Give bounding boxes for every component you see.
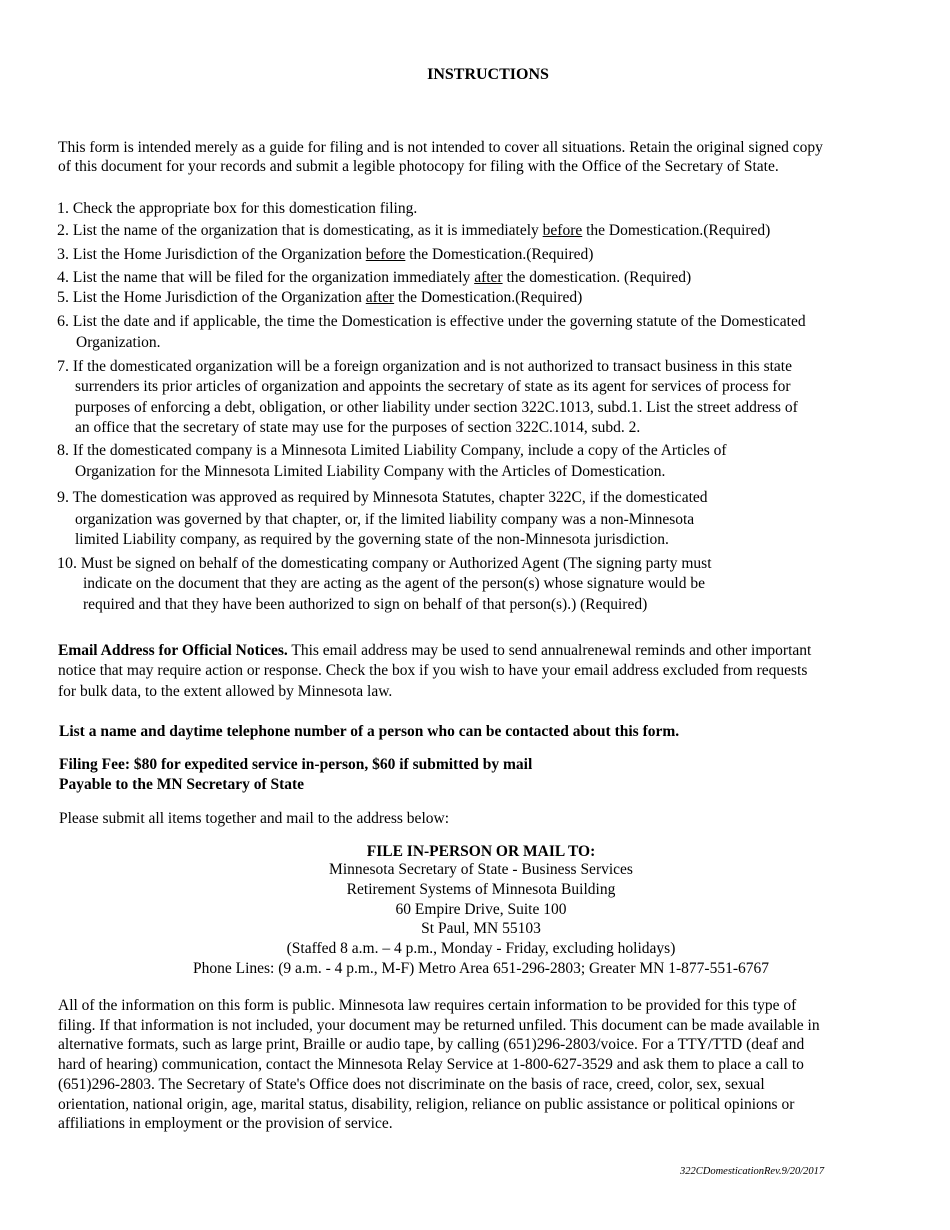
instruction-item-1 [57, 199, 417, 219]
address-heading: FILE IN-PERSON OR MAIL TO: [366, 843, 596, 860]
item-number: 3. [57, 246, 69, 263]
item-text: Must be signed on behalf of the domesticating company or Authorized Agent (The signing party must [80, 555, 712, 572]
item-text: List the date and if applicable, the time the Domestication is effective under the governing statute of the Domesticated [72, 313, 806, 330]
instruction-item-9 [57, 488, 708, 508]
instruction-item-10-cont-1: indicate on the document that they are acting as the agent of the person(s) whose signature would be [83, 575, 705, 592]
instruction-item-7 [57, 357, 792, 377]
address-line-4: St Paul, MN 55103 [421, 920, 541, 937]
public-info-line-5: (651)296-2803. The Secretary of State's Office does not discriminate on the basis of race, creed, color, sex, sexual [58, 1076, 765, 1093]
address-line-3: 60 Empire Drive, Suite 100 [395, 901, 567, 918]
address-line-1: Minnesota Secretary of State - Business Services [329, 861, 633, 878]
item-emphasis: after [365, 289, 395, 306]
item-number: 9. [57, 489, 69, 506]
item-text: List the Home Jurisdiction of the Organization [72, 246, 366, 263]
instruction-item-4 [57, 268, 691, 288]
item-text: Check the appropriate box for this domestication filing. [72, 200, 418, 217]
instruction-item-5 [57, 288, 582, 308]
item-text: The domestication was approved as required by Minnesota Statutes, chapter 322C, if the domesticated [72, 489, 708, 506]
public-info-line-6: orientation, national origin, age, marital status, disability, religion, reliance on public assistance or political opinions or [58, 1096, 795, 1113]
instruction-item-10 [57, 554, 712, 574]
instruction-item-6-cont: Organization. [76, 334, 161, 351]
email-notice-heading: Email Address for Official Notices. [58, 642, 288, 659]
instruction-item-7-cont-3: an office that the secretary of state may use for the purposes of section 322C.1014, subd. 2. [75, 419, 641, 436]
item-text: If the domesticated company is a Minnesota Limited Liability Company, include a copy of the Articles of [72, 442, 727, 459]
item-text-end: the Domestication.(Required) [394, 289, 583, 306]
instruction-item-6 [57, 312, 806, 332]
item-number: 4. [57, 269, 69, 286]
public-info-line-2: filing. If that information is not included, your document may be returned unfiled. This document can be made available in [58, 1017, 820, 1034]
item-text-end: the Domestication.(Required) [582, 222, 771, 239]
item-number: 2. [57, 222, 69, 239]
email-notice-line-2: notice that may require action or response. Check the box if you wish to have your email address excluded from requests [58, 662, 808, 679]
phone-lines: Phone Lines: (9 a.m. - 4 p.m., M-F) Metro Area 651-296-2803; Greater MN 1-877-551-6767 [193, 960, 769, 977]
instruction-item-7-cont-2: purposes of enforcing a debt, obligation, or other liability under section 322C.1013, subd.1. List the street address of [75, 399, 798, 416]
email-notice-text: This email address may be used to send annualrenewal reminds and other important [287, 642, 812, 659]
public-info-line-4: hard of hearing) communication, contact the Minnesota Relay Service at 1-800-627-3529 and ask them to place a call to [58, 1056, 804, 1073]
intro-line-1: This form is intended merely as a guide for filing and is not intended to cover all situations. Retain the original signed copy [58, 139, 823, 156]
item-number: 1. [57, 200, 69, 217]
public-info-line-1: All of the information on this form is public. Minnesota law requires certain information to be provided for this type of [58, 997, 797, 1014]
instruction-item-3 [57, 245, 593, 265]
contact-instruction: List a name and daytime telephone number of a person who can be contacted about this form. [59, 723, 680, 740]
item-number: 5. [57, 289, 69, 306]
intro-line-2: of this document for your records and submit a legible photocopy for filing with the Office of the Secretary of State. [58, 158, 779, 175]
public-info-line-3: alternative formats, such as large print, Braille or audio tape, by calling (651)296-2803/voice. For a TTY/TTD (deaf and [58, 1036, 805, 1053]
item-emphasis: before [542, 222, 583, 239]
item-text: List the name of the organization that is domesticating, as it is immediately [72, 222, 543, 239]
address-line-2: Retirement Systems of Minnesota Building [346, 881, 616, 898]
email-notice-line-3: for bulk data, to the extent allowed by Minnesota law. [58, 683, 393, 700]
item-text-end: the domestication. (Required) [502, 269, 692, 286]
instruction-item-7-cont-1: surrenders its prior articles of organization and appoints the secretary of state as its agent for services of process for [75, 378, 791, 395]
email-notice-line-1 [58, 641, 811, 661]
item-text-end: the Domestication.(Required) [405, 246, 594, 263]
page-title: INSTRUCTIONS [427, 66, 549, 83]
item-text: If the domesticated organization will be a foreign organization and is not authorized to transact business in this state [72, 358, 792, 375]
public-info-line-7: affiliations in employment or the provision of service. [58, 1115, 393, 1132]
instruction-item-9-cont-2: limited Liability company, as required by the governing state of the non-Minnesota jurisdiction. [75, 531, 669, 548]
payable-to: Payable to the MN Secretary of State [59, 776, 305, 793]
item-number: 7. [57, 358, 69, 375]
item-text: List the Home Jurisdiction of the Organization [72, 289, 366, 306]
item-number: 6. [57, 313, 69, 330]
instruction-item-2 [57, 221, 770, 241]
form-revision-code: 322CDomesticationRev.9/20/2017 [680, 1166, 825, 1177]
item-number: 8. [57, 442, 69, 459]
instruction-item-10-cont-2: required and that they have been authorized to sign on behalf of that person(s).) (Required) [83, 596, 648, 613]
item-emphasis: after [474, 269, 503, 286]
item-emphasis: before [365, 246, 406, 263]
item-text: List the name that will be filed for the organization immediately [72, 269, 475, 286]
instruction-item-8-cont: Organization for the Minnesota Limited Liability Company with the Articles of Domestication. [75, 463, 666, 480]
item-number: 10. [57, 555, 77, 572]
filing-fee: Filing Fee: $80 for expedited service in-person, $60 if submitted by mail [59, 756, 533, 773]
office-hours: (Staffed 8 a.m. – 4 p.m., Monday - Friday, excluding holidays) [286, 940, 676, 957]
submit-instruction: Please submit all items together and mail to the address below: [59, 810, 449, 827]
instruction-item-8 [57, 441, 727, 461]
instruction-item-9-cont-1: organization was governed by that chapter, or, if the limited liability company was a non-Minnesota [75, 511, 695, 528]
